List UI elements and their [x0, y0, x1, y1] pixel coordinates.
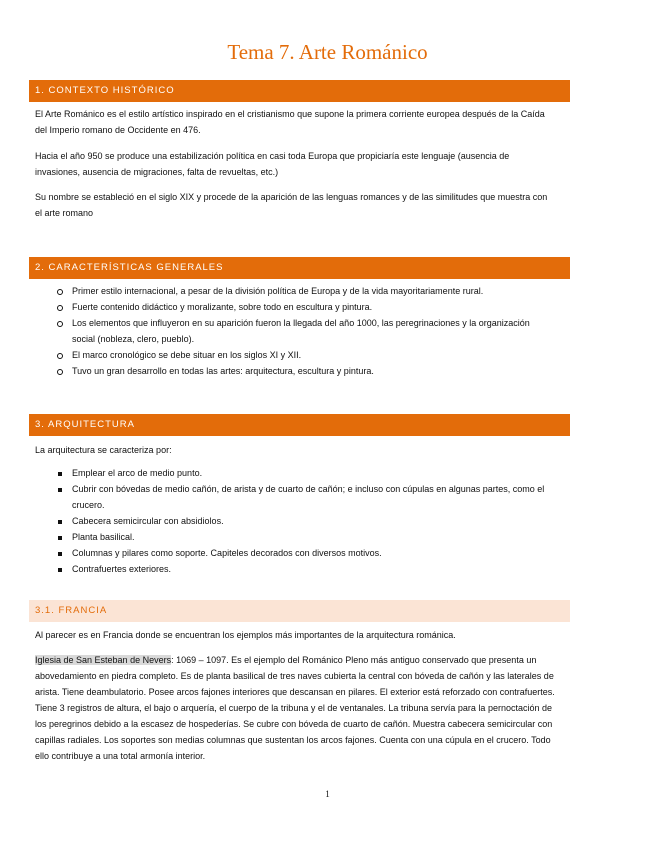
paragraph-nevers: [35, 652, 555, 764]
list-item: Contrafuertes exteriores.: [35, 561, 545, 577]
square-bullet-icon: [58, 472, 62, 476]
subsection-heading-francia: 3.1. FRANCIA: [29, 600, 570, 622]
circle-bullet-icon: [57, 353, 63, 359]
square-bullet-icon: [58, 520, 62, 524]
square-bullet-icon: [58, 536, 62, 540]
paragraph-nevers-body: : 1069 – 1097. Es el ejemplo del Románico Pleno más antiguo conservado que presenta un abovedamiento en piedra completo. Es de planta basilical de tres naves cubierta la central con bóveda de cañón y las laterales de arista. Tiene deambulatorio. Posee arcos fajones interiores que descansan en pilares. El exterior está reforzado con contrafuertes. Tiene 3 registros de altura, el bajo o arquería, el cuerpo de la tribuna y el de ventanales. La tribuna servía para la pernoctación de los peregrinos debido a la escasez de hospederías. Se cubre con bóveda de cuarto de cañón. Muestra cabecera semicircular con capillas radiales. Los soportes son medias columnas que sustentan los arcos fajones. Cuenta con una cúpula en el crucero. Todo ello contribuye a una total armonía interior.: [35, 655, 555, 761]
page-number: 1: [325, 789, 330, 799]
square-bullet-icon: [58, 552, 62, 556]
list-item: Cabecera semicircular con absidiolos.: [35, 513, 545, 529]
list-item: Emplear el arco de medio punto.: [35, 465, 545, 481]
circle-bullet-icon: [57, 369, 63, 375]
list-item: Primer estilo internacional, a pesar de la división política de Europa y de la vida mayoritariamente rural.: [35, 283, 545, 299]
list-item: Tuvo un gran desarrollo en todas las artes: arquitectura, escultura y pintura.: [35, 363, 545, 379]
list-item: Columnas y pilares como soporte. Capiteles decorados con diversos motivos.: [35, 545, 545, 561]
page-title: Tema 7. Arte Románico: [227, 40, 428, 64]
section-heading-contexto: 1. CONTEXTO HISTÓRICO: [29, 80, 570, 102]
section-heading-arquitectura: 3. ARQUITECTURA: [29, 414, 570, 436]
arquitectura-list: [35, 465, 545, 577]
circle-bullet-icon: [57, 305, 63, 311]
paragraph-contexto-3: Su nombre se estableció en el siglo XIX y procede de la aparición de las lenguas romances y de las similitudes que muestra con el arte romano: [35, 192, 548, 218]
paragraph-arquitectura-intro: La arquitectura se caracteriza por:: [35, 445, 172, 455]
list-item: Los elementos que influyeron en su aparición fueron la llegada del año 1000, las peregrinaciones y la organización social (nobleza, clero, pueblo).: [35, 315, 545, 347]
section-heading-caracteristicas: 2. CARACTERÍSTICAS GENERALES: [29, 257, 570, 279]
circle-bullet-icon: [57, 321, 63, 327]
list-item: Fuerte contenido didáctico y moralizante, sobre todo en escultura y pintura.: [35, 299, 545, 315]
highlighted-term: Iglesia de San Esteban de Nevers: [35, 655, 172, 665]
circle-bullet-icon: [57, 289, 63, 295]
paragraph-contexto-2: Hacia el año 950 se produce una estabilización política en casi toda Europa que propiciaría este lenguaje (ausencia de invasiones, ausencia de migraciones, falta de revueltas, etc.): [35, 151, 510, 177]
list-item: Cubrir con bóvedas de medio cañón, de arista y de cuarto de cañón; e incluso con cúpulas en algunas partes, como el crucero.: [35, 481, 545, 513]
paragraph-contexto-1: El Arte Románico es el estilo artístico inspirado en el cristianismo que supone la primera corriente europea después de la Caída del Imperio romano de Occidente en 476.: [35, 109, 545, 135]
paragraph-francia-intro: Al parecer es en Francia donde se encuentran los ejemplos más importantes de la arquitectura románica.: [35, 630, 456, 640]
square-bullet-icon: [58, 488, 62, 492]
list-item: El marco cronológico se debe situar en los siglos XI y XII.: [35, 347, 545, 363]
caracteristicas-list: [35, 283, 545, 379]
list-item: Planta basilical.: [35, 529, 545, 545]
square-bullet-icon: [58, 568, 62, 572]
